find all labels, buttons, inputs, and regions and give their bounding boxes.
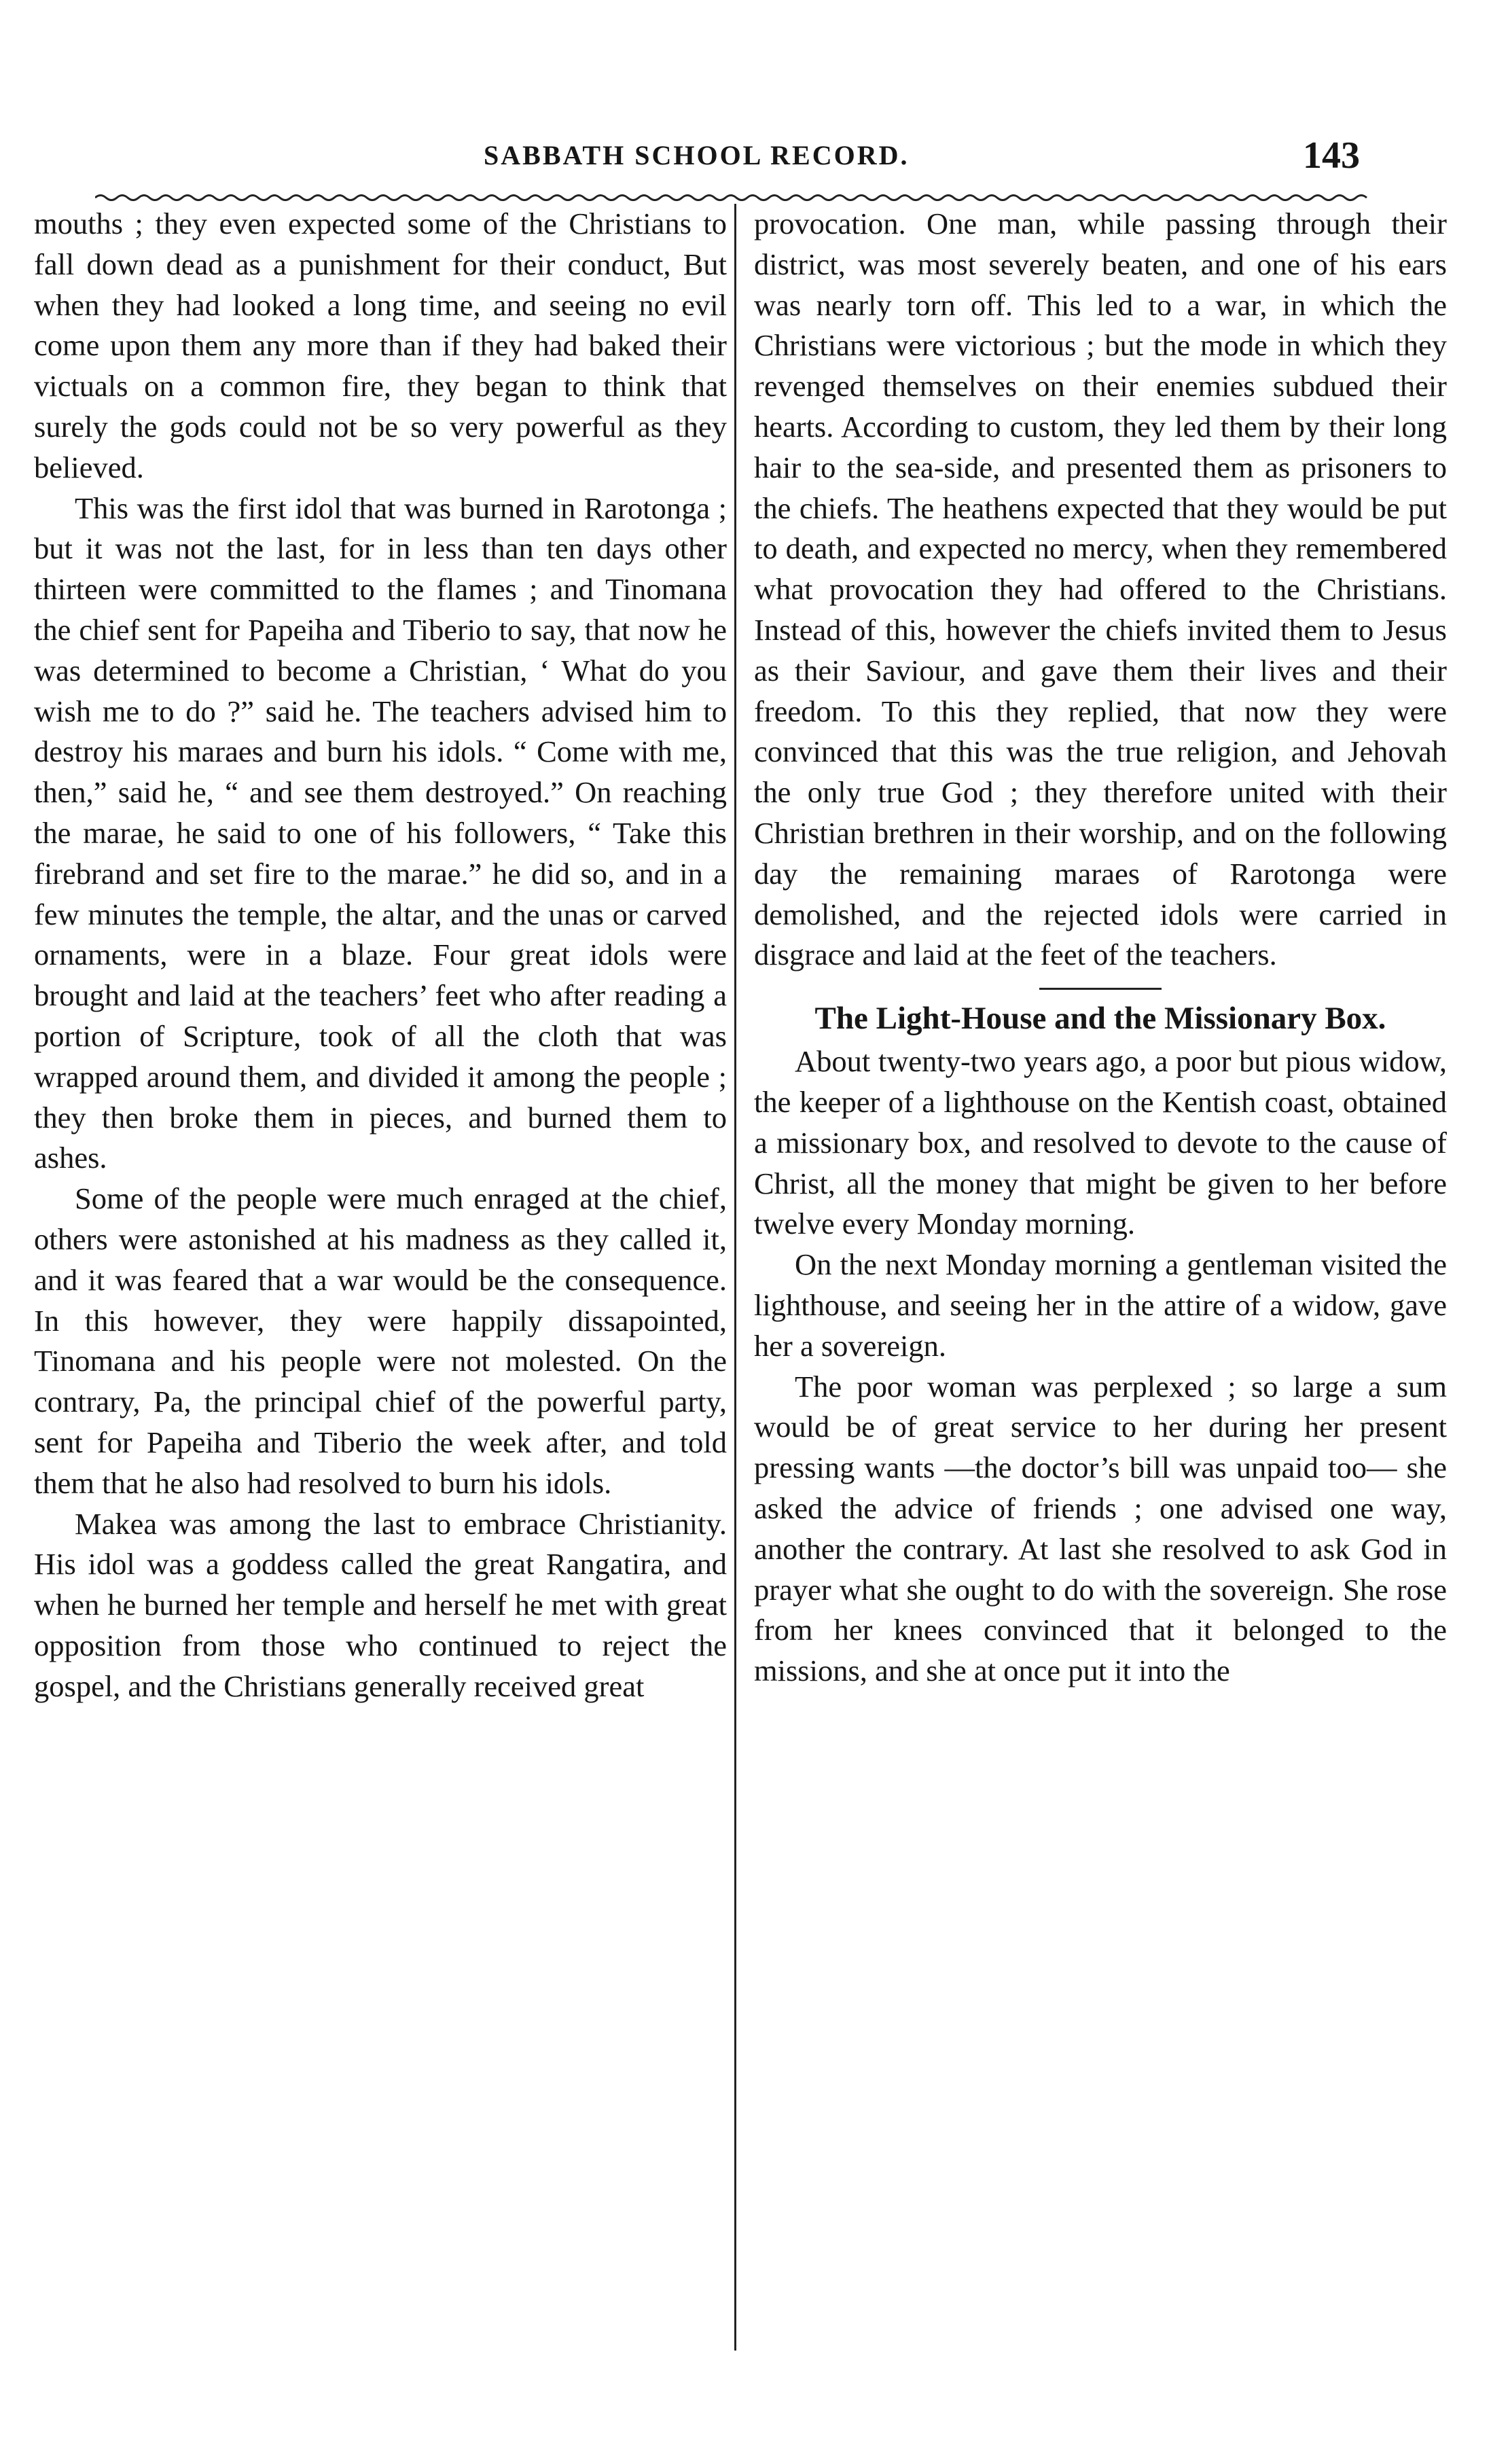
right-paragraph-2: About twenty-two years ago, a poor but pious widow, the keeper of a lighthouse on the Kentish coast, obtained a missionary box, and resolved to devote to the cause of Christ, all the money that might be given to her before twelve every Monday morning. xyxy=(754,1044,1447,1241)
right-paragraph-1: provocation. One man, while passing through their district, was most severely beaten, and one of his ears was nearly torn off. This led to a war, in which the Christians were victorious ; but the mode in which they revenged themselves on their enemies subdued their hearts. According to custom, they led them by their long hair to the sea-side, and presented them as prisoners to the chiefs. The heathens expected that they would be put to death, and expected no mercy, when they remembered what provocation they had offered to the Christians. Instead of this, however the chiefs invited them to Jesus as their Saviour, and gave them their lives and their freedom. To this they replied, that now they were convinced that this was the true religion, and Jehovah the only true God ; they therefore united with their Christian brethren in their worship, and on the following day the remaining maraes of Rarotonga were demolished, and the rejected idols were carried in disgrace and laid at the feet of the teachers. xyxy=(754,207,1447,972)
left-paragraph-2: This was the first idol that was burned in Rarotonga ; but it was not the last, for in less than ten days other thirteen were committed to the flames ; and Tinomana the chief sent for Papeiha and Tiberio to say, that now he was determined to become a Christian, ‘ What do you wish me to do ?” said he. The teachers advised him to destroy his maraes and burn his idols. “ Come with me, then,” said he, “ and see them destroyed.” On reaching the marae, he said to one of his followers, “ Take this firebrand and set fire to the marae.” he did so, and in a few minutes the temple, the altar, and the unas or carved ornaments, were in a blaze. Four great idols were brought and laid at the teachers’ feet who after reading a portion of Scripture, took of all the cloth that was wrapped around them, and divided it among the people ; they then broke them in pieces, and burned them to ashes. xyxy=(34,490,727,1175)
left-column xyxy=(34,204,727,1707)
left-paragraph-3: Some of the people were much enraged at the chief, others were astonished at his madness as they called it, and it was feared that a war would be the consequence. In this however, they were happily dissapointed, Tinomana and his people were not molested. On the contrary, Pa, the principal chief of the powerful party, sent for Papeiha and Tiberio the week after, and told them that he also had resolved to burn his idols. xyxy=(34,1181,727,1500)
page-number: 143 xyxy=(1303,135,1360,177)
header-rule xyxy=(95,192,1372,201)
column-divider xyxy=(734,204,736,2351)
right-paragraph-3: On the next Monday morning a gentleman visited the lighthouse, and seeing her in the attire of a widow, gave her a sovereign. xyxy=(754,1247,1447,1363)
left-paragraph-1: mouths ; they even expected some of the Christians to fall down dead as a punishment for their conduct, But when they had looked a long time, and seeing no evil come upon them any more than if they had baked their victuals on a common fire, they began to think that surely the gods could not be so very powerful as they believed. xyxy=(34,207,727,484)
left-paragraph-4: Makea was among the last to embrace Christianity. His idol was a goddess called the great Rangatira, and when he burned her temple and herself he met with great opposition from those who continued to reject the gospel, and the Christians generally received great xyxy=(34,1506,727,1703)
right-paragraph-4: The poor woman was perplexed ; so large a sum would be of great service to her during her present pressing wants —the doctor’s bill was unpaid too— she asked the advice of friends ; one advised one way, another the contrary. At last she resolved to ask God in prayer what she ought to do with the sovereign. She rose from her knees convinced that it belonged to the missions, and she at once put it into the xyxy=(754,1369,1447,1688)
section-title: The Light-House and the Missionary Box. xyxy=(814,1001,1386,1037)
right-column xyxy=(754,204,1447,1692)
running-head: SABBATH SCHOOL RECORD. xyxy=(484,140,910,171)
section-divider xyxy=(1039,988,1162,990)
page-header xyxy=(0,135,1491,187)
